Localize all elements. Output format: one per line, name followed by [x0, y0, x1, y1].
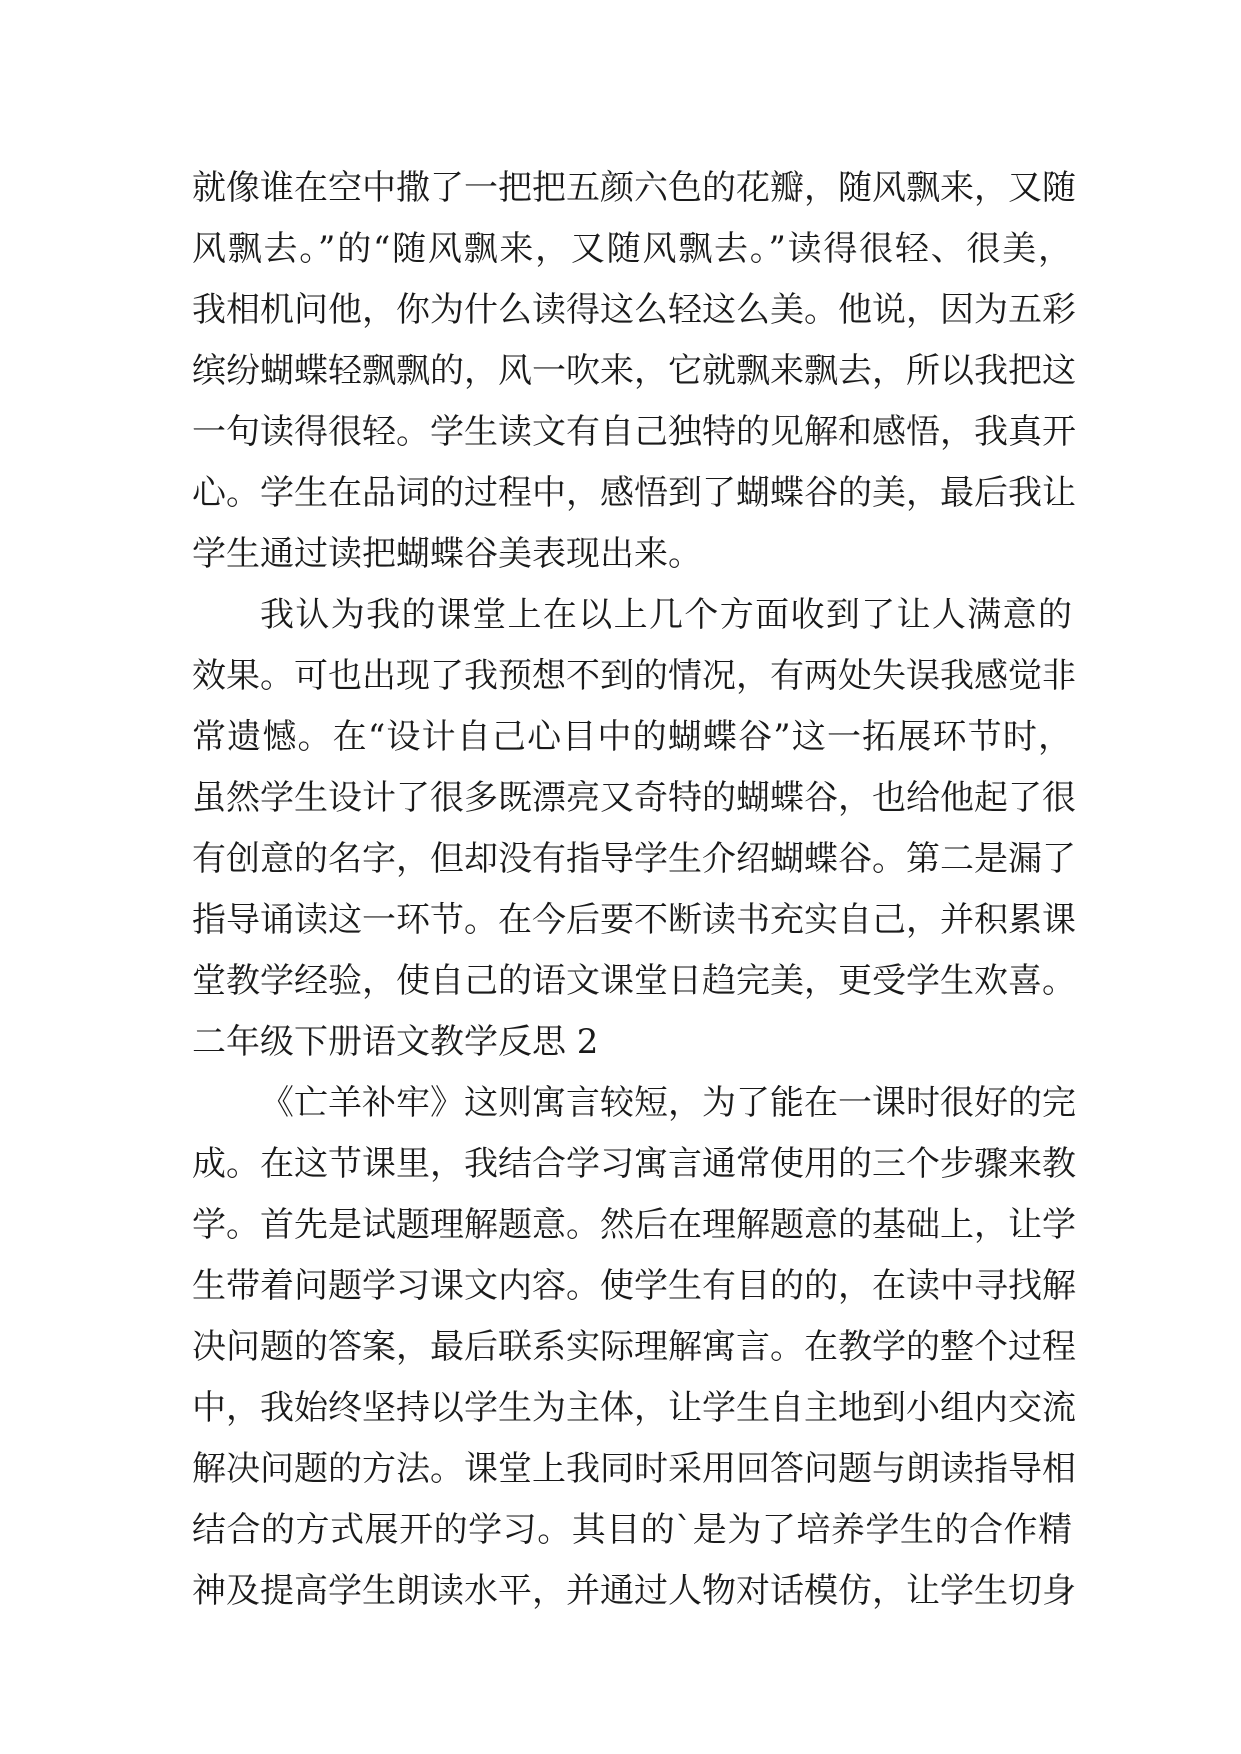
text-line: 心。学生在品词的过程中，感悟到了蝴蝶谷的美，最后我让	[192, 473, 1076, 513]
text-line: 我相机问他，你为什么读得这么轻这么美。他说，因为五彩	[192, 290, 1076, 330]
text-line: 决问题的答案，最后联系实际理解寓言。在教学的整个过程	[192, 1327, 1076, 1367]
text-line: 指导诵读这一环节。在今后要不断读书充实自己，并积累课	[192, 900, 1076, 940]
text-line: 就像谁在空中撒了一把把五颜六色的花瓣，随风飘来，又随	[192, 168, 1076, 208]
text-line: 生带着问题学习课文内容。使学生有目的的，在读中寻找解	[192, 1266, 1076, 1306]
text-line: 一句读得很轻。学生读文有自己独特的见解和感悟，我真开	[192, 412, 1076, 452]
text-line: 学。首先是试题理解题意。然后在理解题意的基础上，让学	[192, 1205, 1076, 1245]
text-line: 堂教学经验，使自己的语文课堂日趋完美，更受学生欢喜。	[192, 961, 1076, 1001]
text-line: 风飘去。”的“随风飘来，又随风飘去。”读得很轻、很美，	[192, 229, 1072, 269]
text-line: 中，我始终坚持以学生为主体，让学生自主地到小组内交流	[192, 1388, 1076, 1428]
text-line: 结合的方式展开的学习。其目的`是为了培养学生的合作精	[192, 1510, 1072, 1550]
text-line: 二年级下册语文教学反思 2	[192, 1022, 599, 1062]
text-line: 《亡羊补牢》这则寓言较短，为了能在一课时很好的完	[260, 1083, 1076, 1123]
text-line: 神及提高学生朗读水平，并通过人物对话模仿，让学生切身	[192, 1571, 1076, 1611]
text-line: 我认为我的课堂上在以上几个方面收到了让人满意的	[260, 595, 1072, 635]
text-line: 虽然学生设计了很多既漂亮又奇特的蝴蝶谷，也给他起了很	[192, 778, 1076, 818]
document-body	[192, 158, 1076, 1622]
text-line: 有创意的名字，但却没有指导学生介绍蝴蝶谷。第二是漏了	[192, 839, 1076, 879]
text-line: 成。在这节课里，我结合学习寓言通常使用的三个步骤来教	[192, 1144, 1076, 1184]
text-line: 效果。可也出现了我预想不到的情况，有两处失误我感觉非	[192, 656, 1076, 696]
text-line: 学生通过读把蝴蝶谷美表现出来。	[192, 534, 702, 574]
text-line: 缤纷蝴蝶轻飘飘的，风一吹来，它就飘来飘去，所以我把这	[192, 351, 1076, 391]
text-line: 常遗憾。在“设计自己心目中的蝴蝶谷”这一拓展环节时，	[192, 717, 1072, 757]
text-line: 解决问题的方法。课堂上我同时采用回答问题与朗读指导相	[192, 1449, 1076, 1489]
